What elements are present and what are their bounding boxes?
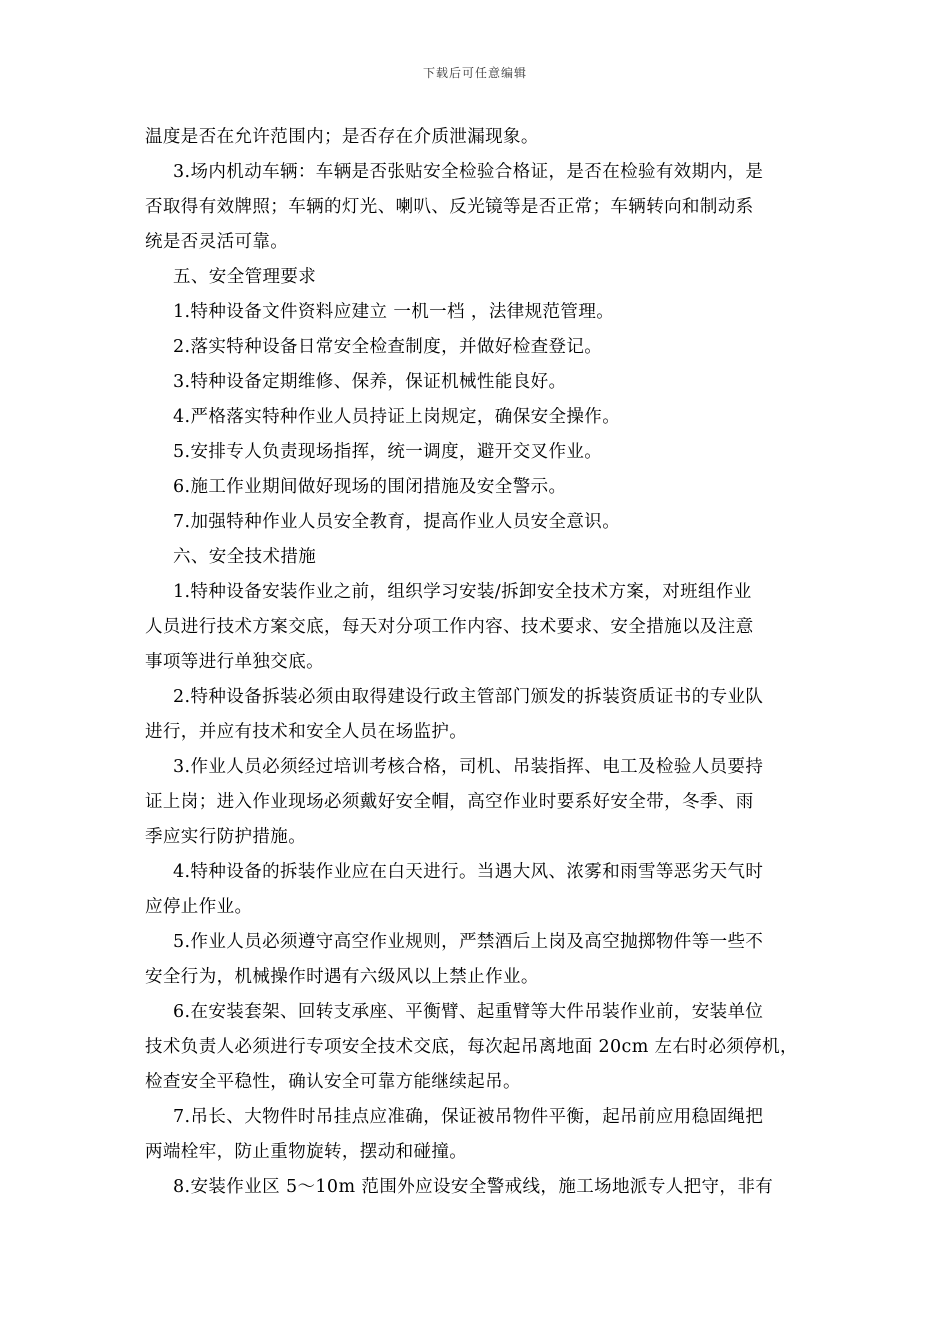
- text-line: 3.特种设备定期维修、保养，保证机械性能良好。: [173, 372, 567, 392]
- text-line: 技术负责人必须进行专项安全技术交底，每次起吊离地面 20cm 左右时必须停机，: [145, 1037, 798, 1057]
- text-line: 1.特种设备文件资料应建立 一机一档 ，法律规范管理。: [173, 302, 615, 322]
- document-body: [145, 120, 815, 1205]
- text-line: 否取得有效牌照；车辆的灯光、喇叭、反光镜等是否正常；车辆转向和制动系: [145, 197, 754, 217]
- text-line: 8.安装作业区 5～10m 范围外应设安全警戒线，施工场地派专人把守，非有: [173, 1177, 774, 1197]
- text-line: 进行，并应有技术和安全人员在场监护。: [145, 722, 468, 742]
- text-line: 事项等进行单独交底。: [145, 652, 324, 672]
- text-line: 6.在安装套架、回转支承座、平衡臂、起重臂等大件吊装作业前，安装单位: [173, 1002, 764, 1022]
- text-line: 2.落实特种设备日常安全检查制度，并做好检查登记。: [173, 337, 603, 357]
- text-line: 五、安全管理要求: [173, 267, 317, 287]
- text-line: 六、安全技术措施: [173, 547, 317, 567]
- text-line: 5.作业人员必须遵守高空作业规则，严禁酒后上岗及高空抛掷物件等一些不: [173, 932, 764, 952]
- text-line: 安全行为，机械操作时遇有六级风以上禁止作业。: [145, 967, 539, 987]
- text-line: 应停止作业。: [145, 897, 253, 917]
- text-line: 2.特种设备拆装必须由取得建设行政主管部门颁发的拆装资质证书的专业队: [173, 687, 764, 707]
- text-line: 5.安排专人负责现场指挥，统一调度，避开交叉作业。: [173, 442, 603, 462]
- text-line: 6.施工作业期间做好现场的围闭措施及安全警示。: [173, 477, 567, 497]
- text-line: 温度是否在允许范围内；是否存在介质泄漏现象。: [145, 127, 539, 147]
- text-line: 人员进行技术方案交底，每天对分项工作内容、技术要求、安全措施以及注意: [145, 617, 754, 637]
- text-line: 两端栓牢，防止重物旋转，摆动和碰撞。: [145, 1142, 468, 1162]
- text-line: 1.特种设备安装作业之前，组织学习安装/拆卸安全技术方案，对班组作业: [173, 582, 752, 602]
- text-line: 统是否灵活可靠。: [145, 232, 289, 252]
- text-line: 3.场内机动车辆：车辆是否张贴安全检验合格证，是否在检验有效期内，是: [173, 162, 764, 182]
- text-line: 证上岗；进入作业现场必须戴好安全帽，高空作业时要系好安全带，冬季、雨: [145, 792, 754, 812]
- text-line: 4.特种设备的拆装作业应在白天进行。当遇大风、浓雾和雨雪等恶劣天气时: [173, 862, 764, 882]
- page-header: 下载后可任意编辑: [422, 66, 527, 80]
- text-line: 检查安全平稳性，确认安全可靠方能继续起吊。: [145, 1072, 521, 1092]
- text-line: 7.吊长、大物件时吊挂点应准确，保证被吊物件平衡，起吊前应用稳固绳把: [173, 1107, 764, 1127]
- text-line: 3.作业人员必须经过培训考核合格，司机、吊装指挥、电工及检验人员要持: [173, 757, 764, 777]
- text-line: 季应实行防护措施。: [145, 827, 307, 847]
- text-line: 4.严格落实特种作业人员持证上岗规定，确保安全操作。: [173, 407, 621, 427]
- text-line: 7.加强特种作业人员安全教育，提高作业人员安全意识。: [173, 512, 621, 532]
